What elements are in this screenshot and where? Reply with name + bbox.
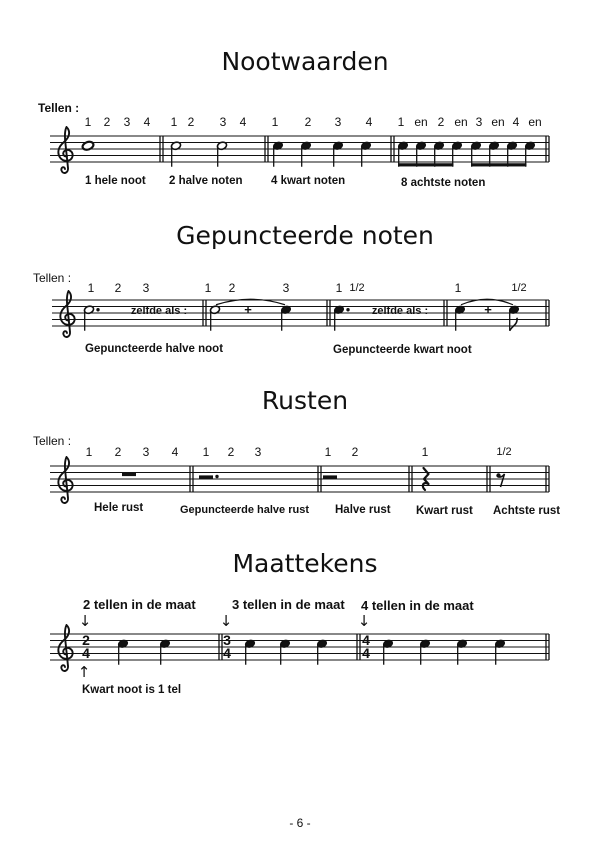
label-gepuncteerde-halve-noot: Gepuncteerde halve noot [85,343,224,355]
label-kwart-rust: Kwart rust [416,505,473,517]
augmentation-dot [215,475,218,478]
label-hele-rust: Hele rust [94,502,144,514]
count: 2 [114,445,122,459]
count: 1 [454,281,462,295]
count: en [491,115,505,129]
page-number: - 6 - [289,816,311,830]
augmentation-dot [96,308,99,311]
annotation-2-tellen: 2 tellen in de maat [83,597,196,612]
count: 3 [219,115,227,129]
count: 1 [335,281,343,295]
count: 1 [271,115,279,129]
count: 3 [142,445,150,459]
label-halve-noten: 2 halve noten [169,175,243,187]
count: 4 [143,115,151,129]
count: 3 [282,281,290,295]
label-achtste-noten: 8 achtste noten [401,177,486,189]
count: 1/2 [349,282,365,294]
count: 3 [254,445,262,459]
arrow-down-icon: ↓ [78,612,92,630]
time-signature-bottom: 4 [223,645,231,661]
label-gepuncteerde-kwart-noot: Gepuncteerde kwart noot [333,344,472,356]
label-achtste-rust: Achtste rust [493,505,561,517]
count: 2 [437,115,445,129]
treble-clef-icon [58,457,72,503]
count: en [528,115,542,129]
count: en [414,115,428,129]
count: 1 [421,445,429,459]
count: 2 [351,445,359,459]
beam [398,163,453,166]
count: 1/2 [496,446,512,458]
tellen-label: Tellen : [33,434,72,448]
tellen-label: Tellen : [38,101,80,115]
annotation-4-tellen: 4 tellen in de maat [361,598,474,613]
count: 4 [512,115,520,129]
treble-clef-icon [58,127,72,173]
time-signature-top: 4 [362,632,370,648]
zelfde-als-text: zelfde als : [130,305,188,317]
plus-sign: + [244,302,252,317]
section-title-rusten: Rusten [261,386,349,415]
treble-clef-icon [60,291,74,337]
count: en [454,115,468,129]
label-hele-noot: 1 hele noot [85,175,146,187]
section-title-maattekens: Maattekens [232,549,378,578]
plus-sign: + [484,302,492,317]
count: 3 [142,281,150,295]
label-gepuncteerde-halve-rust: Gepuncteerde halve rust [180,504,309,516]
count: 2 [304,115,312,129]
time-signature-top: 3 [223,632,231,648]
zelfde-als-text: zelfde als : [371,305,429,317]
label-kwart-noten: 4 kwart noten [271,175,346,187]
count: 1 [87,281,95,295]
count: 2 [187,115,195,129]
count: 1 [84,115,92,129]
dotted-half-rest [199,475,213,479]
label-halve-rust: Halve rust [335,504,391,516]
time-signature-bottom: 4 [362,645,370,661]
count: 4 [365,115,373,129]
count: 1 [85,445,93,459]
count: 1/2 [511,282,527,294]
count: 1 [324,445,332,459]
count: 3 [475,115,483,129]
count: 2 [103,115,111,129]
count: 2 [114,281,122,295]
arrow-down-icon: ↓ [219,612,233,630]
count: 3 [334,115,342,129]
count: 3 [123,115,131,129]
count: 1 [202,445,210,459]
section-title-nootwaarden: Nootwaarden [221,47,389,76]
count: 2 [227,445,235,459]
time-signature-bottom: 4 [82,645,90,661]
whole-note [81,140,94,151]
count: 4 [239,115,247,129]
half-rest [323,475,337,479]
tellen-label: Tellen : [33,271,72,285]
count: 1 [397,115,405,129]
count: 4 [171,445,179,459]
count: 2 [228,281,236,295]
time-signature-top: 2 [82,632,90,648]
beam [471,163,526,166]
arrow-down-icon: ↓ [357,612,371,630]
whole-rest [122,473,136,477]
count: 1 [170,115,178,129]
count: 1 [204,281,212,295]
arrow-up-icon: ↑ [77,663,91,681]
annotation-3-tellen: 3 tellen in de maat [232,597,345,612]
section-title-gepuncteerde-noten: Gepuncteerde noten [176,221,434,250]
treble-clef-icon [58,625,72,671]
kwart-noot-note: Kwart noot is 1 tel [82,684,182,696]
augmentation-dot [346,308,349,311]
